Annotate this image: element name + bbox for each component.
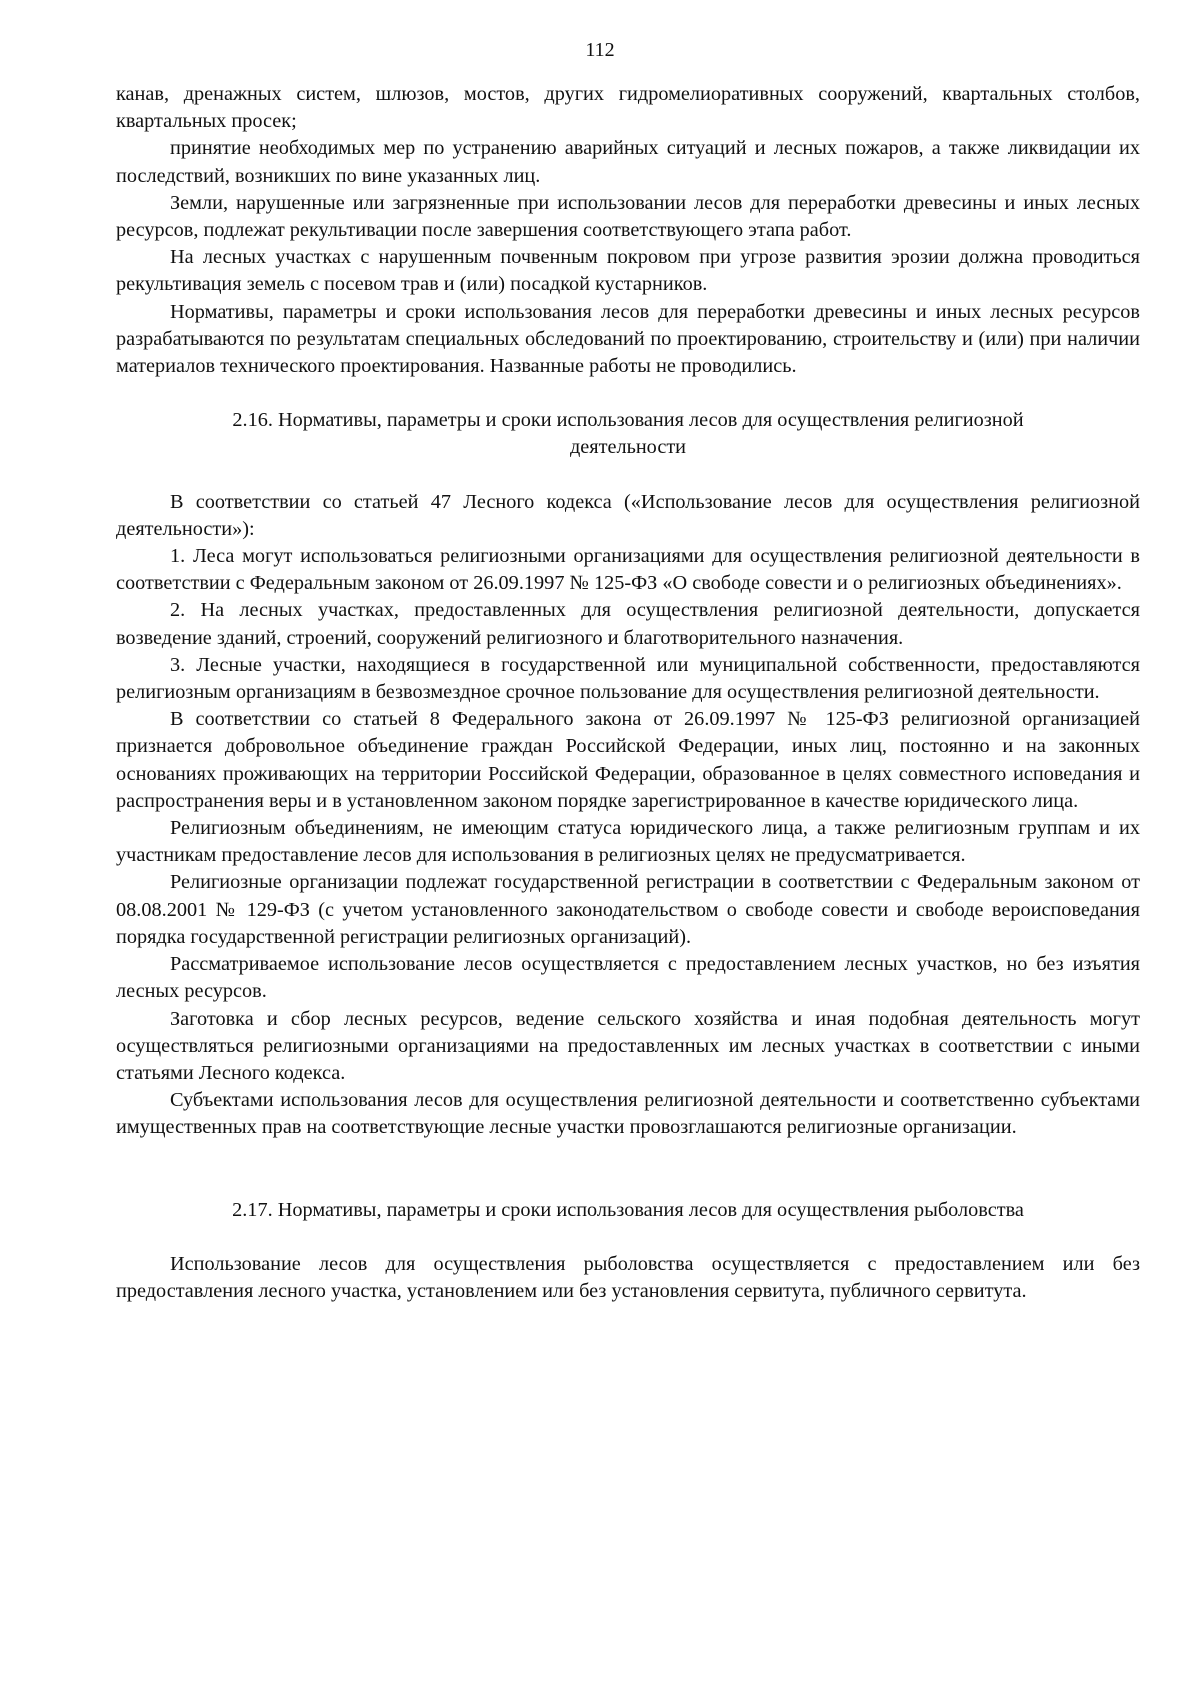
paragraph: принятие необходимых мер по устранению аварийных ситуаций и лесных пожаров, а также ликвидации их последствий, возникших по вине указанных лиц. xyxy=(116,137,1140,187)
page-content xyxy=(116,81,1140,1305)
paragraph: Заготовка и сбор лесных ресурсов, ведение сельского хозяйства и иная подобная деятельность могут осуществляться религиозными организациями на предоставленных им лесных участках в соответствии с иными статьями Лесного кодекса. xyxy=(116,1007,1140,1084)
paragraph: Религиозным объединениям, не имеющим статуса юридического лица, а также религиозным группам и их участникам предоставление лесов для использования в религиозных целях не предусматривается. xyxy=(116,817,1140,867)
paragraph: 3. Лесные участки, находящиеся в государственной или муниципальной собственности, предоставляются религиозным организациям в безвозмездное срочное пользование для осуществления религиозной деятельности. xyxy=(116,653,1140,704)
paragraph: Использование лесов для осуществления рыболовства осуществляется с предоставлением или без предоставления лесного участка, установлением или без установления сервитута, публичного сервитута. xyxy=(116,1252,1140,1302)
paragraph: 1. Леса могут использоваться религиозными организациями для осуществления религиозной деятельности в соответствии с Федеральным законом от 26.09.1997 № 125-ФЗ «О свободе совести и о религиозных объединениях». xyxy=(116,545,1140,595)
section-heading-2-16 xyxy=(116,407,1140,461)
paragraph: В соответствии со статьей 8 Федерального закона от 26.09.1997 № 125-ФЗ религиозной организацией признается добровольное объединение граждан Российской Федерации, иных лиц, постоянно и на законных основаниях проживающих на территории Российской Федерации, образованное в целях совместного исповедания и распространения веры и в установленном законом порядке зарегистрированное в качестве юридического лица. xyxy=(116,708,1140,812)
paragraph: Субъектами использования лесов для осуществления религиозной деятельности и соответственно субъектами имущественных прав на соответствующие лесные участки провозглашаются религиозные организации. xyxy=(116,1089,1140,1139)
paragraph: 2. На лесных участках, предоставленных для осуществления религиозной деятельности, допускается возведение зданий, строений, сооружений религиозного и благотворительного назначения. xyxy=(116,599,1140,649)
section-heading-2-17: 2.17. Нормативы, параметры и сроки использования лесов для осуществления рыболовства xyxy=(232,1198,1024,1221)
page-number: 112 xyxy=(585,39,615,61)
paragraph: На лесных участках с нарушенным почвенным покровом при угрозе развития эрозии должна проводиться рекультивация земель с посевом трав и (или) посадкой кустарников. xyxy=(116,246,1140,296)
paragraph: Рассматриваемое использование лесов осуществляется с предоставлением лесных участков, но без изъятия лесных ресурсов. xyxy=(116,953,1140,1003)
section-heading-line: деятельности xyxy=(569,436,687,459)
paragraph: Нормативы, параметры и сроки использования лесов для переработки древесины и иных лесных ресурсов разрабатываются по результатам специальных обследований по проектированию, строительству и (или) при наличии материалов технического проектирования. Названные работы не проводились. xyxy=(116,300,1140,378)
paragraph: канав, дренажных систем, шлюзов, мостов, других гидромелиоративных сооружений, квартальных столбов, квартальных просек; xyxy=(116,83,1140,133)
paragraph: Религиозные организации подлежат государственной регистрации в соответствии с Федеральным законом от 08.08.2001 № 129-ФЗ (с учетом установленного законодательством о свободе совести и свободе вероисповедания порядка государственной регистрации религиозных организаций). xyxy=(116,871,1140,948)
section-heading-line: 2.16. Нормативы, параметры и сроки использования лесов для осуществления религиозной xyxy=(232,409,1024,432)
paragraph: Земли, нарушенные или загрязненные при использовании лесов для переработки древесины и иных лесных ресурсов, подлежат рекультивации после завершения соответствующего этапа работ. xyxy=(116,191,1140,242)
paragraph: В соответствии со статьей 47 Лесного кодекса («Использование лесов для осуществления религиозной деятельности»): xyxy=(116,490,1140,540)
